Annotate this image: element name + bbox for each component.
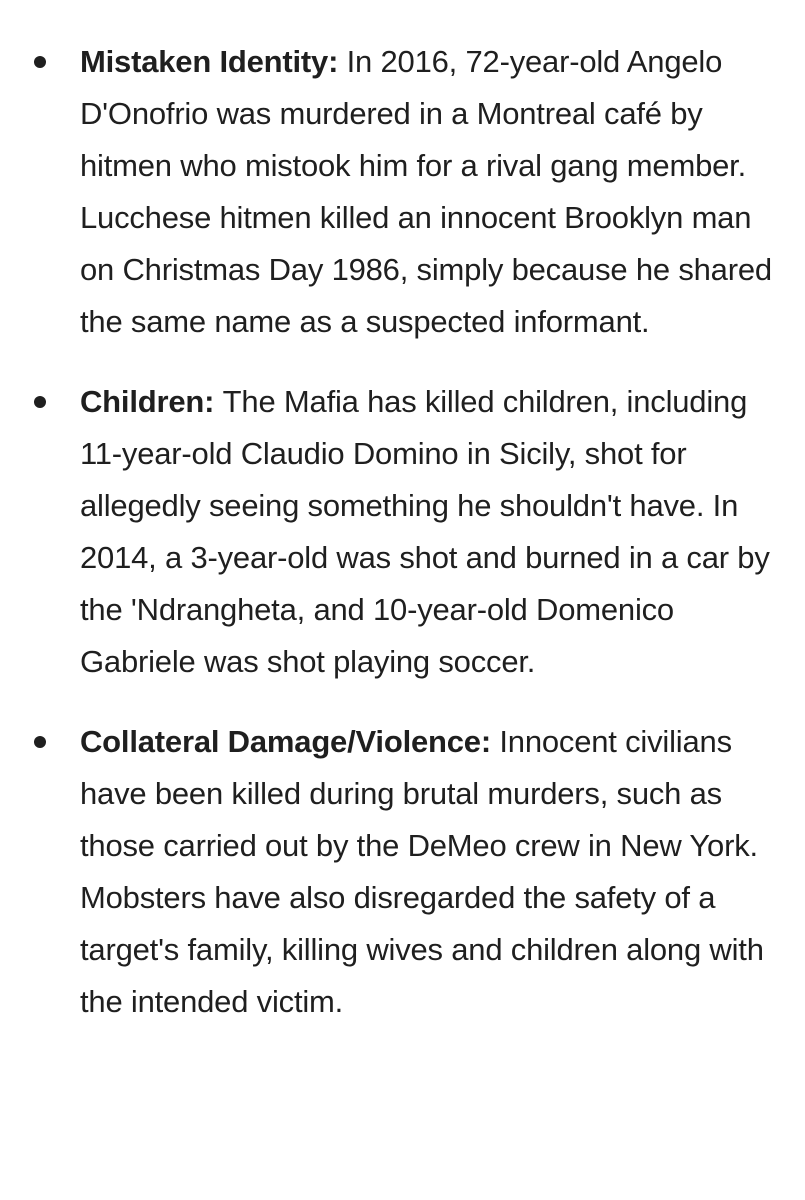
bullet-icon bbox=[34, 736, 46, 748]
bullet-icon bbox=[34, 396, 46, 408]
list-item-mistaken-identity bbox=[0, 36, 805, 348]
item-title: Mistaken Identity: bbox=[80, 44, 347, 79]
item-title: Collateral Damage/Violence: bbox=[80, 724, 500, 759]
bullet-list bbox=[0, 36, 805, 1028]
item-text: The Mafia has killed children, including 11-year-old Claudio Domino in Sicily, shot for allegedly seeing something he shouldn't have. In 2014, a 3-year-old was shot and burned in a car by the 'Ndrangheta, and 10-year-old Domenico Gabriele was shot playing soccer. bbox=[80, 384, 770, 679]
item-title: Children: bbox=[80, 384, 223, 419]
item-text: Innocent civilians have been killed during brutal murders, such as those carried out by the DeMeo crew in New York. Mobsters have also disregarded the safety of a target's family, killing wives and children along with the intended victim. bbox=[80, 724, 764, 1019]
list-item-collateral-damage bbox=[0, 716, 805, 1028]
bullet-icon bbox=[34, 56, 46, 68]
item-text: In 2016, 72-year-old Angelo D'Onofrio was murdered in a Montreal café by hitmen who mistook him for a rival gang member. Lucchese hitmen killed an innocent Brooklyn man on Christmas Day 1986, simply because he shared the same name as a suspected informant. bbox=[80, 44, 772, 339]
list-item-children bbox=[0, 376, 805, 688]
